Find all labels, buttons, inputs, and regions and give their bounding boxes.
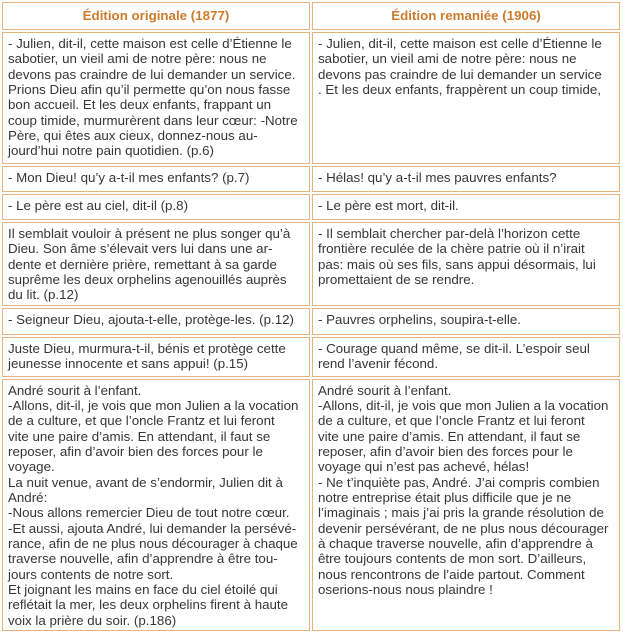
original-edition-cell: Il semblait vouloir à présent ne plus songer qu’à Dieu. Son âme s’élevait vers lui dans une ar- dente et dernière prière, remettant à sa garde suprême les deux orphelins agenouillés auprès du lit. (p.12): [2, 222, 310, 306]
table-row: [2, 337, 620, 377]
header-row: [2, 2, 620, 30]
table-row: [2, 222, 620, 306]
revised-edition-cell: - Pauvres orphelins, soupira-t-elle.: [312, 308, 620, 335]
revised-edition-cell: - Il semblait chercher par-delà l’horizon cette frontière reculée de la chère patrie où il n’irait pas: mais où ses fils, sans appui désormais, lui promettaient de se rendre.: [312, 222, 620, 306]
revised-edition-cell: - Hélas! qu’y a-t-il mes pauvres enfants?: [312, 166, 620, 192]
header-original-edition: Édition originale (1877): [2, 2, 310, 30]
table-row: [2, 166, 620, 192]
table-row: [2, 32, 620, 164]
table-row: [2, 379, 620, 631]
table-row: [2, 194, 620, 220]
revised-edition-cell: - Courage quand même, se dit-il. L’espoir seul rend l’avenir fécond.: [312, 337, 620, 377]
original-edition-cell: - Julien, dit-il, cette maison est celle d’Étienne le sabotier, un vieil ami de notre père: nous ne devons pas craindre de lui demander un service. Prions Dieu afin qu’il permette qu’on nous fasse bon accueil. Et les deux enfants, frappant un coup timide, murmurèrent dans leur cœur: -Notre Père, qui êtes aux cieux, donnez-nous au- jourd’hui notre pain quotidien. (p.6): [2, 32, 310, 164]
original-edition-cell: André sourit à l’enfant. -Allons, dit-il, je vois que mon Julien a la vocation de a culture, et que l’oncle Frantz et lui feront vite une paire d’amis. En attendant, il faut se reposer, afin d’avoir bien des forces pour le voyage. La nuit venue, avant de s’endormir, Julien dit à André: -Nous allons remercier Dieu de tout notre cœur. -Et aussi, ajouta André, lui demander la persévé- rance, afin de ne plus nous décourager à chaque traverse nouvelle, afin d’apprendre à être tou- jours contents de notre sort. Et joignant les mains en face du ciel étoilé qui reflétait la mer, les deux orphelins firent à haute voix la prière du soir. (p.186): [2, 379, 310, 631]
revised-edition-cell: - Le père est mort, dit-il.: [312, 194, 620, 220]
original-edition-cell: - Seigneur Dieu, ajouta-t-elle, protège-les. (p.12): [2, 308, 310, 335]
original-edition-cell: - Mon Dieu! qu’y a-t-il mes enfants? (p.7): [2, 166, 310, 192]
table-row: [2, 308, 620, 335]
header-revised-edition: Édition remaniée (1906): [312, 2, 620, 30]
revised-edition-cell: - Julien, dit-il, cette maison est celle d’Étienne le sabotier, un vieil ami de notre père: nous ne devons pas craindre de lui demander un service . Et les deux enfants, frappèrent un coup timide,: [312, 32, 620, 164]
original-edition-cell: Juste Dieu, murmura-t-il, bénis et protège cette jeunesse innocente et sans appui! (p.15): [2, 337, 310, 377]
revised-edition-cell: André sourit à l’enfant. -Allons, dit-il, je vois que mon Julien a la vocation de a culture, et que l’oncle Frantz et lui feront vite une paire d’amis. En attendant, il faut se reposer, afin d’avoir bien des forces pour le voyage qui n’est pas achevé, hélas! - Ne t’inquiète pas, André. J’ai compris combien notre entreprise était plus difficile que je ne l’imaginais ; mais j’ai pris la grande résolution de devenir persévérant, de ne plus nous décourager à chaque traverse nouvelle, afin d’apprendre à être toujours contents de mon sort. D’ailleurs, nous rencontrons de l’aide partout. Comment oserions-nous nous plaindre !: [312, 379, 620, 631]
original-edition-cell: - Le père est au ciel, dit-il (p.8): [2, 194, 310, 220]
